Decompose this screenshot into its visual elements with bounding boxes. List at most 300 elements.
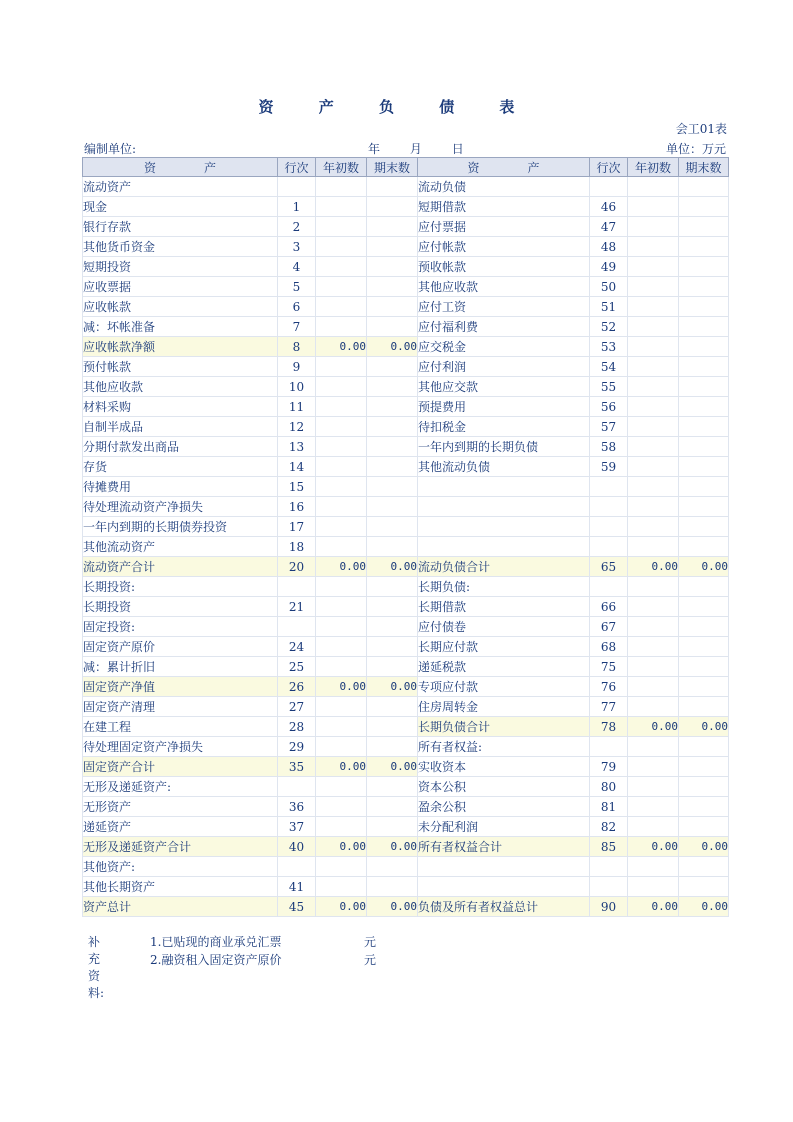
left-item-name: 固定资产原价 [83, 637, 278, 657]
header-left-row-no: 行次 [278, 158, 316, 177]
right-row-no: 76 [590, 677, 628, 697]
right-end-value [679, 277, 729, 297]
left-end-value [367, 597, 418, 617]
header-left-begin: 年初数 [316, 158, 367, 177]
right-end-value [679, 637, 729, 657]
right-begin-value [628, 397, 679, 417]
header-right-end: 期末数 [679, 158, 729, 177]
table-row [83, 717, 729, 737]
right-row-no: 85 [590, 837, 628, 857]
left-row-no: 35 [278, 757, 316, 777]
left-begin-value [316, 177, 367, 197]
right-begin-value [628, 237, 679, 257]
left-begin-value [316, 197, 367, 217]
left-item-name: 应收帐款净额 [83, 337, 278, 357]
right-item-name: 其他应收款 [418, 277, 590, 297]
right-end-value: 0.00 [679, 837, 729, 857]
left-end-value: 0.00 [367, 757, 418, 777]
right-item-name: 未分配利润 [418, 817, 590, 837]
left-end-value [367, 497, 418, 517]
right-item-name: 一年内到期的长期负债 [418, 437, 590, 457]
left-row-no: 25 [278, 657, 316, 677]
left-begin-value [316, 437, 367, 457]
left-end-value: 0.00 [367, 677, 418, 697]
left-end-value [367, 877, 418, 897]
left-end-value [367, 637, 418, 657]
left-end-value [367, 577, 418, 597]
right-begin-value [628, 757, 679, 777]
left-row-no: 28 [278, 717, 316, 737]
right-item-name [418, 497, 590, 517]
right-row-no [590, 577, 628, 597]
table-row [83, 177, 729, 197]
right-row-no: 77 [590, 697, 628, 717]
right-row-no: 65 [590, 557, 628, 577]
right-begin-value [628, 357, 679, 377]
left-row-no: 4 [278, 257, 316, 277]
balance-sheet-table [82, 157, 729, 917]
right-row-no: 52 [590, 317, 628, 337]
right-end-value [679, 577, 729, 597]
right-item-name [418, 517, 590, 537]
left-row-no: 45 [278, 897, 316, 917]
left-end-value [367, 477, 418, 497]
left-end-value [367, 197, 418, 217]
left-end-value [367, 257, 418, 277]
right-begin-value [628, 777, 679, 797]
right-row-no [590, 497, 628, 517]
note-unit: 元 [364, 953, 377, 967]
form-number: 会工01表 [675, 122, 727, 136]
table-row [83, 797, 729, 817]
left-item-name: 无形及递延资产合计 [83, 837, 278, 857]
right-item-name: 应付工资 [418, 297, 590, 317]
left-item-name: 无形及递延资产: [83, 777, 278, 797]
right-end-value [679, 737, 729, 757]
left-end-value [367, 517, 418, 537]
right-begin-value [628, 537, 679, 557]
table-row [83, 817, 729, 837]
left-begin-value [316, 457, 367, 477]
table-row [83, 517, 729, 537]
table-row [83, 257, 729, 277]
right-begin-value: 0.00 [628, 897, 679, 917]
right-begin-value [628, 637, 679, 657]
left-begin-value [316, 357, 367, 377]
left-end-value [367, 417, 418, 437]
right-row-no: 90 [590, 897, 628, 917]
right-row-no: 57 [590, 417, 628, 437]
right-begin-value [628, 857, 679, 877]
right-end-value [679, 657, 729, 677]
left-begin-value [316, 497, 367, 517]
left-begin-value [316, 297, 367, 317]
left-begin-value: 0.00 [316, 757, 367, 777]
table-row [83, 857, 729, 877]
right-begin-value [628, 797, 679, 817]
right-item-name: 递延税款 [418, 657, 590, 677]
left-item-name: 资产总计 [83, 897, 278, 917]
right-end-value [679, 237, 729, 257]
left-end-value [367, 697, 418, 717]
left-end-value [367, 717, 418, 737]
note-text: 1.已贴现的商业承兑汇票 [150, 935, 282, 949]
left-item-name: 存货 [83, 457, 278, 477]
left-item-name: 一年内到期的长期债券投资 [83, 517, 278, 537]
right-end-value [679, 797, 729, 817]
right-row-no: 47 [590, 217, 628, 237]
table-row [83, 877, 729, 897]
right-end-value [679, 217, 729, 237]
right-end-value [679, 757, 729, 777]
table-row [83, 197, 729, 217]
right-item-name: 长期应付款 [418, 637, 590, 657]
right-row-no: 51 [590, 297, 628, 317]
right-item-name: 资本公积 [418, 777, 590, 797]
left-end-value: 0.00 [367, 337, 418, 357]
right-row-no [590, 857, 628, 877]
left-end-value [367, 317, 418, 337]
left-item-name: 短期投资 [83, 257, 278, 277]
left-row-no: 26 [278, 677, 316, 697]
left-end-value [367, 797, 418, 817]
right-end-value [679, 677, 729, 697]
left-row-no: 37 [278, 817, 316, 837]
right-end-value [679, 817, 729, 837]
left-item-name: 递延资产 [83, 817, 278, 837]
right-row-no: 56 [590, 397, 628, 417]
right-end-value [679, 337, 729, 357]
left-item-name: 其他流动资产 [83, 537, 278, 557]
table-row [83, 237, 729, 257]
left-item-name: 其他应收款 [83, 377, 278, 397]
left-row-no: 18 [278, 537, 316, 557]
right-row-no: 59 [590, 457, 628, 477]
table-row [83, 417, 729, 437]
date-month-label: 月 [409, 142, 422, 156]
right-item-name [418, 877, 590, 897]
right-row-no [590, 477, 628, 497]
left-row-no: 1 [278, 197, 316, 217]
table-row [83, 357, 729, 377]
table-row [83, 657, 729, 677]
right-begin-value [628, 277, 679, 297]
right-end-value [679, 297, 729, 317]
left-begin-value: 0.00 [316, 677, 367, 697]
left-item-name: 固定资产清理 [83, 697, 278, 717]
left-item-name: 银行存款 [83, 217, 278, 237]
left-row-no: 36 [278, 797, 316, 817]
left-row-no [278, 857, 316, 877]
left-row-no [278, 577, 316, 597]
table-body [83, 177, 729, 917]
left-row-no: 40 [278, 837, 316, 857]
table-row [83, 677, 729, 697]
left-row-no: 20 [278, 557, 316, 577]
right-item-name: 预提费用 [418, 397, 590, 417]
right-end-value [679, 777, 729, 797]
left-end-value [367, 217, 418, 237]
table-row [83, 277, 729, 297]
left-begin-value: 0.00 [316, 557, 367, 577]
right-item-name: 流动负债 [418, 177, 590, 197]
right-begin-value [628, 597, 679, 617]
date-year-label: 年 [368, 142, 381, 156]
table-row [83, 217, 729, 237]
left-item-name: 固定资产净值 [83, 677, 278, 697]
left-item-name: 在建工程 [83, 717, 278, 737]
right-end-value [679, 617, 729, 637]
right-item-name: 专项应付款 [418, 677, 590, 697]
left-end-value [367, 377, 418, 397]
table-row [83, 497, 729, 517]
left-row-no [278, 617, 316, 637]
left-row-no: 6 [278, 297, 316, 317]
left-end-value [367, 397, 418, 417]
left-item-name: 减：坏帐准备 [83, 317, 278, 337]
left-item-name: 待摊费用 [83, 477, 278, 497]
right-item-name [418, 537, 590, 557]
right-item-name: 长期借款 [418, 597, 590, 617]
left-begin-value [316, 657, 367, 677]
right-row-no: 80 [590, 777, 628, 797]
left-begin-value [316, 217, 367, 237]
table-row [83, 397, 729, 417]
right-end-value [679, 377, 729, 397]
report-title: 资 产 负 债 表 [258, 98, 535, 116]
table-row [83, 317, 729, 337]
right-row-no [590, 737, 628, 757]
right-item-name: 负债及所有者权益总计 [418, 897, 590, 917]
right-row-no [590, 877, 628, 897]
left-row-no: 7 [278, 317, 316, 337]
left-item-name: 流动资产合计 [83, 557, 278, 577]
right-begin-value [628, 437, 679, 457]
right-end-value: 0.00 [679, 897, 729, 917]
left-row-no: 12 [278, 417, 316, 437]
table-row [83, 837, 729, 857]
left-row-no: 5 [278, 277, 316, 297]
table-row [83, 697, 729, 717]
header-right-row-no: 行次 [590, 158, 628, 177]
left-row-no: 3 [278, 237, 316, 257]
left-item-name: 待处理流动资产净损失 [83, 497, 278, 517]
right-item-name [418, 857, 590, 877]
left-row-no: 24 [278, 637, 316, 657]
right-end-value [679, 477, 729, 497]
right-item-name: 所有者权益: [418, 737, 590, 757]
left-begin-value [316, 597, 367, 617]
right-end-value [679, 437, 729, 457]
table-row [83, 557, 729, 577]
left-item-name: 其他货币资金 [83, 237, 278, 257]
right-row-no: 58 [590, 437, 628, 457]
left-item-name: 固定投资: [83, 617, 278, 637]
right-item-name: 流动负债合计 [418, 557, 590, 577]
left-end-value [367, 817, 418, 837]
right-begin-value [628, 817, 679, 837]
left-row-no: 16 [278, 497, 316, 517]
notes-label: 补充资料: [88, 935, 105, 1000]
right-begin-value [628, 377, 679, 397]
right-begin-value: 0.00 [628, 557, 679, 577]
right-item-name: 长期负债: [418, 577, 590, 597]
header-left-item: 资 产 [83, 158, 278, 177]
right-item-name: 实收资本 [418, 757, 590, 777]
right-end-value [679, 877, 729, 897]
right-end-value [679, 497, 729, 517]
right-row-no: 78 [590, 717, 628, 737]
right-begin-value [628, 617, 679, 637]
right-item-name: 应付债卷 [418, 617, 590, 637]
report-date [368, 140, 490, 157]
left-row-no: 14 [278, 457, 316, 477]
right-row-no: 66 [590, 597, 628, 617]
left-item-name: 应收票据 [83, 277, 278, 297]
right-begin-value [628, 697, 679, 717]
right-begin-value [628, 257, 679, 277]
right-end-value: 0.00 [679, 717, 729, 737]
left-item-name: 自制半成品 [83, 417, 278, 437]
left-begin-value [316, 257, 367, 277]
right-item-name: 应付福利费 [418, 317, 590, 337]
left-end-value [367, 177, 418, 197]
left-begin-value [316, 377, 367, 397]
right-row-no: 55 [590, 377, 628, 397]
right-begin-value [628, 737, 679, 757]
right-item-name: 应付票据 [418, 217, 590, 237]
right-begin-value [628, 317, 679, 337]
right-end-value [679, 457, 729, 477]
left-begin-value [316, 737, 367, 757]
left-item-name: 无形资产 [83, 797, 278, 817]
right-end-value [679, 397, 729, 417]
right-end-value [679, 697, 729, 717]
right-begin-value [628, 657, 679, 677]
left-begin-value [316, 817, 367, 837]
table-row [83, 377, 729, 397]
right-end-value [679, 197, 729, 217]
left-item-name: 材料采购 [83, 397, 278, 417]
left-begin-value: 0.00 [316, 897, 367, 917]
left-item-name: 分期付款发出商品 [83, 437, 278, 457]
left-end-value [367, 657, 418, 677]
right-begin-value [628, 497, 679, 517]
left-end-value [367, 437, 418, 457]
left-item-name: 减：累计折旧 [83, 657, 278, 677]
left-begin-value [316, 477, 367, 497]
right-begin-value [628, 517, 679, 537]
right-begin-value [628, 197, 679, 217]
left-end-value [367, 537, 418, 557]
left-begin-value [316, 317, 367, 337]
right-row-no: 81 [590, 797, 628, 817]
right-row-no: 82 [590, 817, 628, 837]
header-right-begin: 年初数 [628, 158, 679, 177]
currency-unit: 单位：万元 [665, 142, 726, 156]
right-begin-value [628, 417, 679, 437]
left-item-name: 预付帐款 [83, 357, 278, 377]
left-end-value [367, 857, 418, 877]
header-right-item: 资 产 [418, 158, 590, 177]
right-row-no: 46 [590, 197, 628, 217]
right-row-no: 79 [590, 757, 628, 777]
left-row-no: 15 [278, 477, 316, 497]
left-row-no [278, 177, 316, 197]
right-end-value [679, 857, 729, 877]
left-begin-value [316, 537, 367, 557]
right-item-name: 应付利润 [418, 357, 590, 377]
left-item-name: 固定资产合计 [83, 757, 278, 777]
right-item-name: 短期借款 [418, 197, 590, 217]
right-end-value [679, 537, 729, 557]
left-end-value [367, 737, 418, 757]
left-row-no: 8 [278, 337, 316, 357]
left-end-value [367, 617, 418, 637]
right-end-value [679, 417, 729, 437]
left-begin-value [316, 797, 367, 817]
right-row-no: 50 [590, 277, 628, 297]
left-end-value: 0.00 [367, 837, 418, 857]
left-begin-value: 0.00 [316, 337, 367, 357]
left-end-value [367, 457, 418, 477]
left-row-no: 41 [278, 877, 316, 897]
right-end-value [679, 517, 729, 537]
table-row [83, 737, 729, 757]
right-begin-value [628, 577, 679, 597]
right-end-value: 0.00 [679, 557, 729, 577]
left-item-name: 其他资产: [83, 857, 278, 877]
left-item-name: 现金 [83, 197, 278, 217]
right-row-no [590, 177, 628, 197]
left-row-no: 27 [278, 697, 316, 717]
right-row-no: 54 [590, 357, 628, 377]
table-row [83, 577, 729, 597]
left-item-name: 待处理固定资产净损失 [83, 737, 278, 757]
right-begin-value: 0.00 [628, 717, 679, 737]
right-item-name: 所有者权益合计 [418, 837, 590, 857]
date-day-label: 日 [451, 142, 464, 156]
left-begin-value: 0.00 [316, 837, 367, 857]
left-item-name: 应收帐款 [83, 297, 278, 317]
left-end-value [367, 777, 418, 797]
left-begin-value [316, 617, 367, 637]
right-begin-value: 0.00 [628, 837, 679, 857]
table-row [83, 437, 729, 457]
header-left-end: 期末数 [367, 158, 418, 177]
left-item-name: 其他长期资产 [83, 877, 278, 897]
right-row-no: 48 [590, 237, 628, 257]
note-unit: 元 [364, 935, 377, 949]
right-begin-value [628, 677, 679, 697]
table-header-row [83, 158, 729, 177]
left-begin-value [316, 717, 367, 737]
right-item-name: 应付帐款 [418, 237, 590, 257]
table-row [83, 777, 729, 797]
right-begin-value [628, 337, 679, 357]
left-item-name: 长期投资 [83, 597, 278, 617]
table-row [83, 637, 729, 657]
table-row [83, 757, 729, 777]
right-end-value [679, 177, 729, 197]
right-row-no [590, 537, 628, 557]
left-item-name: 长期投资: [83, 577, 278, 597]
right-end-value [679, 257, 729, 277]
left-row-no: 9 [278, 357, 316, 377]
left-row-no: 21 [278, 597, 316, 617]
table-row [83, 297, 729, 317]
right-row-no: 53 [590, 337, 628, 357]
